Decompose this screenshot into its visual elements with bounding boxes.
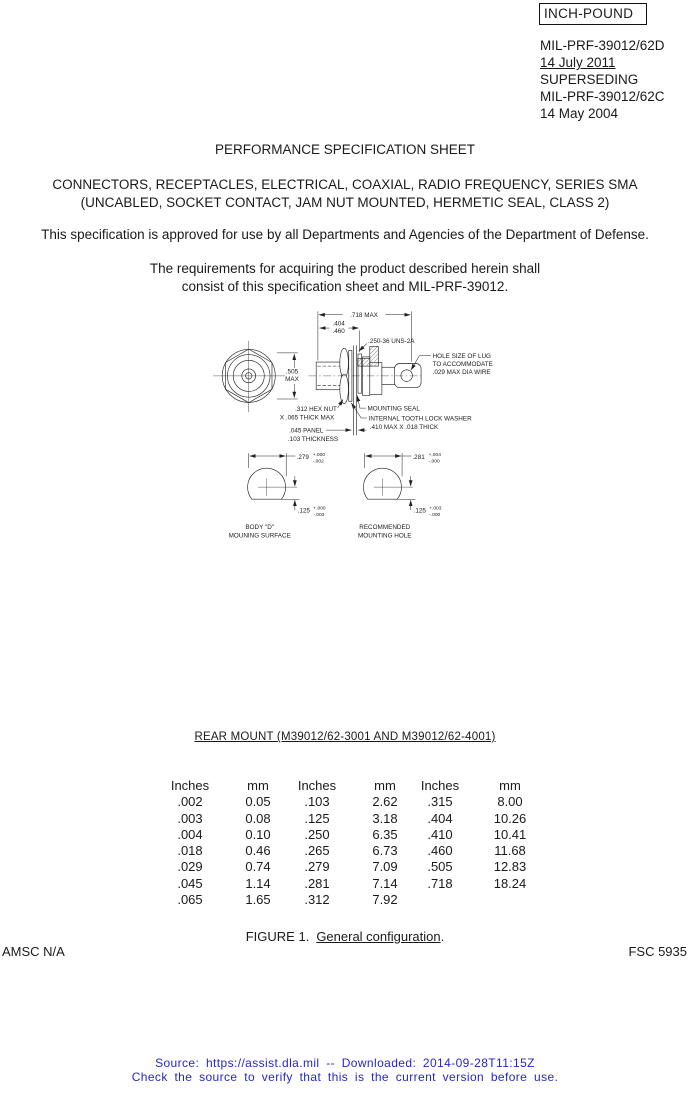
- table-cell: .460: [427, 843, 453, 859]
- panel-line1: .045 PANEL: [289, 427, 324, 435]
- conversion-table-column: [421, 778, 459, 908]
- table-cell: .312: [304, 892, 330, 908]
- table-cell: 3.18: [372, 810, 398, 826]
- table-cell: .281: [304, 875, 330, 891]
- document-id-block: [540, 37, 665, 122]
- fsc-number: FSC 5935: [628, 944, 687, 959]
- conversion-table-column: [494, 778, 527, 908]
- inch-pound-stamp: [539, 3, 647, 25]
- superseded-date: 14 May 2004: [540, 106, 619, 121]
- table-cell: 0.05: [245, 794, 271, 810]
- inch-pound-label: INCH-POUND: [544, 6, 634, 21]
- table-cell: 0.46: [245, 843, 271, 859]
- conversion-table-column: [372, 778, 397, 908]
- table-header: mm: [499, 778, 521, 793]
- dim-505-value: .505: [285, 368, 299, 376]
- table-cell: .029: [177, 859, 203, 875]
- body-d-caption-line2: MOUNING SURFACE: [228, 532, 291, 540]
- table-cell: [494, 892, 527, 908]
- subject-line-1: CONNECTORS, RECEPTACLES, ELECTRICAL, COAXIAL, RADIO FREQUENCY, SERIES SMA: [52, 177, 638, 192]
- doc-date: 14 July 2011: [540, 55, 616, 70]
- requirements-line-2: consist of this specification sheet and MIL-PRF-39012.: [181, 279, 509, 294]
- table-cell: .404: [427, 810, 453, 826]
- table-cell: .125: [304, 810, 330, 826]
- body-d-height-tol-plus: +.000: [313, 506, 326, 512]
- body-d-width-tol-minus: -.002: [312, 459, 324, 465]
- table-cell: .065: [177, 892, 203, 908]
- doc-number: MIL-PRF-39012/62D: [540, 38, 665, 53]
- requirements-line-1: The requirements for acquiring the product described herein shall: [149, 261, 541, 276]
- table-cell: 0.74: [245, 859, 271, 875]
- lug-note-line2: TO ACCOMMODATE: [432, 361, 493, 369]
- source-note: [0, 1057, 690, 1084]
- table-cell: 18.24: [493, 875, 527, 891]
- table-cell: 2.62: [372, 794, 398, 810]
- thread-callout: [359, 338, 415, 351]
- table-cell: 7.09: [372, 859, 398, 875]
- source-note-line1: Source: https://assist.dla.mil -- Downloaded: 2014-09-28T11:15Z: [155, 1056, 535, 1070]
- figure-caption-title: General configuration: [316, 929, 441, 944]
- table-cell: .045: [177, 875, 203, 891]
- table-cell: 0.10: [245, 826, 271, 842]
- table-cell: 8.00: [497, 794, 523, 810]
- thread-section-hatch: [370, 347, 379, 367]
- hole-height-tol-plus: +.003: [429, 506, 442, 512]
- table-cell: 12.83: [493, 859, 527, 875]
- front-view: [213, 341, 285, 412]
- table-cell: .103: [304, 794, 330, 810]
- conversion-table-column: [171, 778, 209, 908]
- hex-nut-callout: [280, 400, 343, 422]
- body-d-width: .279: [296, 453, 309, 461]
- table-header: Inches: [170, 778, 210, 793]
- conversion-table-column: [245, 778, 270, 908]
- hex-nut-profile: [340, 348, 349, 377]
- table-cell: .505: [427, 859, 453, 875]
- source-note-line2: Check the source to verify that this is the current version before use.: [131, 1069, 559, 1084]
- superseding-label: SUPERSEDING: [540, 72, 639, 87]
- mounting-seal-label: MOUNTING SEAL: [367, 405, 420, 413]
- table-cell: .018: [177, 843, 203, 859]
- table-cell: .250: [304, 826, 330, 842]
- dim-718: [318, 311, 411, 361]
- lug-note-line1: HOLE SIZE OF LUG: [432, 353, 491, 361]
- table-header: Inches: [420, 778, 460, 793]
- table-cell: .265: [304, 843, 330, 859]
- table-cell: .279: [304, 859, 330, 875]
- mounting-seal-callout: [357, 395, 420, 412]
- hole-width: .281: [412, 453, 425, 461]
- mounting-hole-view: [358, 452, 442, 539]
- dim-404-label: .404: [332, 320, 345, 328]
- sheet-type-title: PERFORMANCE SPECIFICATION SHEET: [214, 142, 476, 157]
- hole-caption-line1: RECOMMENDED: [359, 524, 411, 532]
- hole-height: .125: [413, 507, 426, 515]
- lock-washer-line2: .410 MAX X .018 THICK: [369, 423, 439, 431]
- conversion-table-column: [298, 778, 336, 908]
- superseded-number: MIL-PRF-39012/62C: [540, 89, 665, 104]
- hole-caption-line2: MOUNTING HOLE: [358, 532, 412, 540]
- table-cell: 1.14: [245, 875, 271, 891]
- panel-callout: [288, 427, 366, 443]
- table-cell: .002: [177, 794, 203, 810]
- table-cell: 6.73: [372, 843, 398, 859]
- hole-width-tol-plus: +.004: [428, 453, 441, 459]
- table-header: mm: [374, 778, 396, 793]
- body-d-width-tol-plus: +.000: [312, 453, 326, 459]
- figure-caption: [0, 929, 690, 944]
- hex-nut-line1: .312 HEX NUT: [295, 406, 337, 414]
- amsc-number: AMSC N/A: [2, 944, 65, 959]
- inch-mm-conversion-table: [166, 778, 546, 910]
- dim-718-label: .718 MAX: [350, 312, 378, 320]
- figure-caption-prefix: FIGURE 1.: [245, 929, 310, 944]
- table-cell: 10.26: [493, 810, 527, 826]
- hex-nut-line2: X .065 THICK MAX: [279, 414, 335, 422]
- hole-height-tol-minus: -.000: [429, 512, 441, 518]
- table-cell: 10.41: [493, 826, 527, 842]
- table-cell: 6.35: [372, 826, 398, 842]
- table-header: mm: [247, 778, 269, 793]
- table-cell: 11.68: [494, 843, 526, 859]
- body-d-height-tol-minus: -.003: [313, 512, 325, 518]
- general-configuration-drawing: [0, 305, 690, 720]
- table-cell: 7.14: [372, 875, 398, 891]
- thread-callout-label: .250-36 UNS-2A: [368, 338, 415, 346]
- dim-505-max: MAX: [285, 376, 299, 384]
- table-cell: .315: [427, 794, 453, 810]
- figure-caption-suffix: .: [440, 929, 445, 944]
- table-cell: [421, 892, 459, 908]
- body-d-view: [229, 452, 326, 539]
- subject-line-2: (UNCABLED, SOCKET CONTACT, JAM NUT MOUNTED, HERMETIC SEAL, CLASS 2): [80, 195, 610, 210]
- lug-hole: [401, 370, 413, 382]
- approval-statement: This specification is approved for use by all Departments and Agencies of the Department of Defense.: [41, 227, 649, 242]
- table-cell: .718: [427, 875, 453, 891]
- lock-washer-line1: INTERNAL TOOTH LOCK WASHER: [368, 415, 472, 423]
- body-d-height: .125: [297, 507, 311, 515]
- panel-line2: .103 THICKNESS: [287, 436, 339, 444]
- table-header: Inches: [297, 778, 337, 793]
- lug-note: [411, 353, 493, 376]
- table-cell: .410: [427, 826, 453, 842]
- body-d-caption-line1: BODY "D": [245, 524, 275, 532]
- table-cell: 7.92: [372, 892, 398, 908]
- table-cell: 1.65: [245, 892, 271, 908]
- table-cell: .004: [177, 826, 203, 842]
- table-cell: 0.08: [245, 810, 271, 826]
- dim-460-label: .460: [332, 328, 345, 336]
- hole-width-tol-minus: -.000: [428, 459, 440, 465]
- lug-note-line3: .029 MAX DIA WIRE: [432, 369, 491, 377]
- table-cell: .003: [177, 810, 203, 826]
- rear-mount-note: REAR MOUNT (M39012/62-3001 AND M39012/62-4001): [194, 731, 496, 743]
